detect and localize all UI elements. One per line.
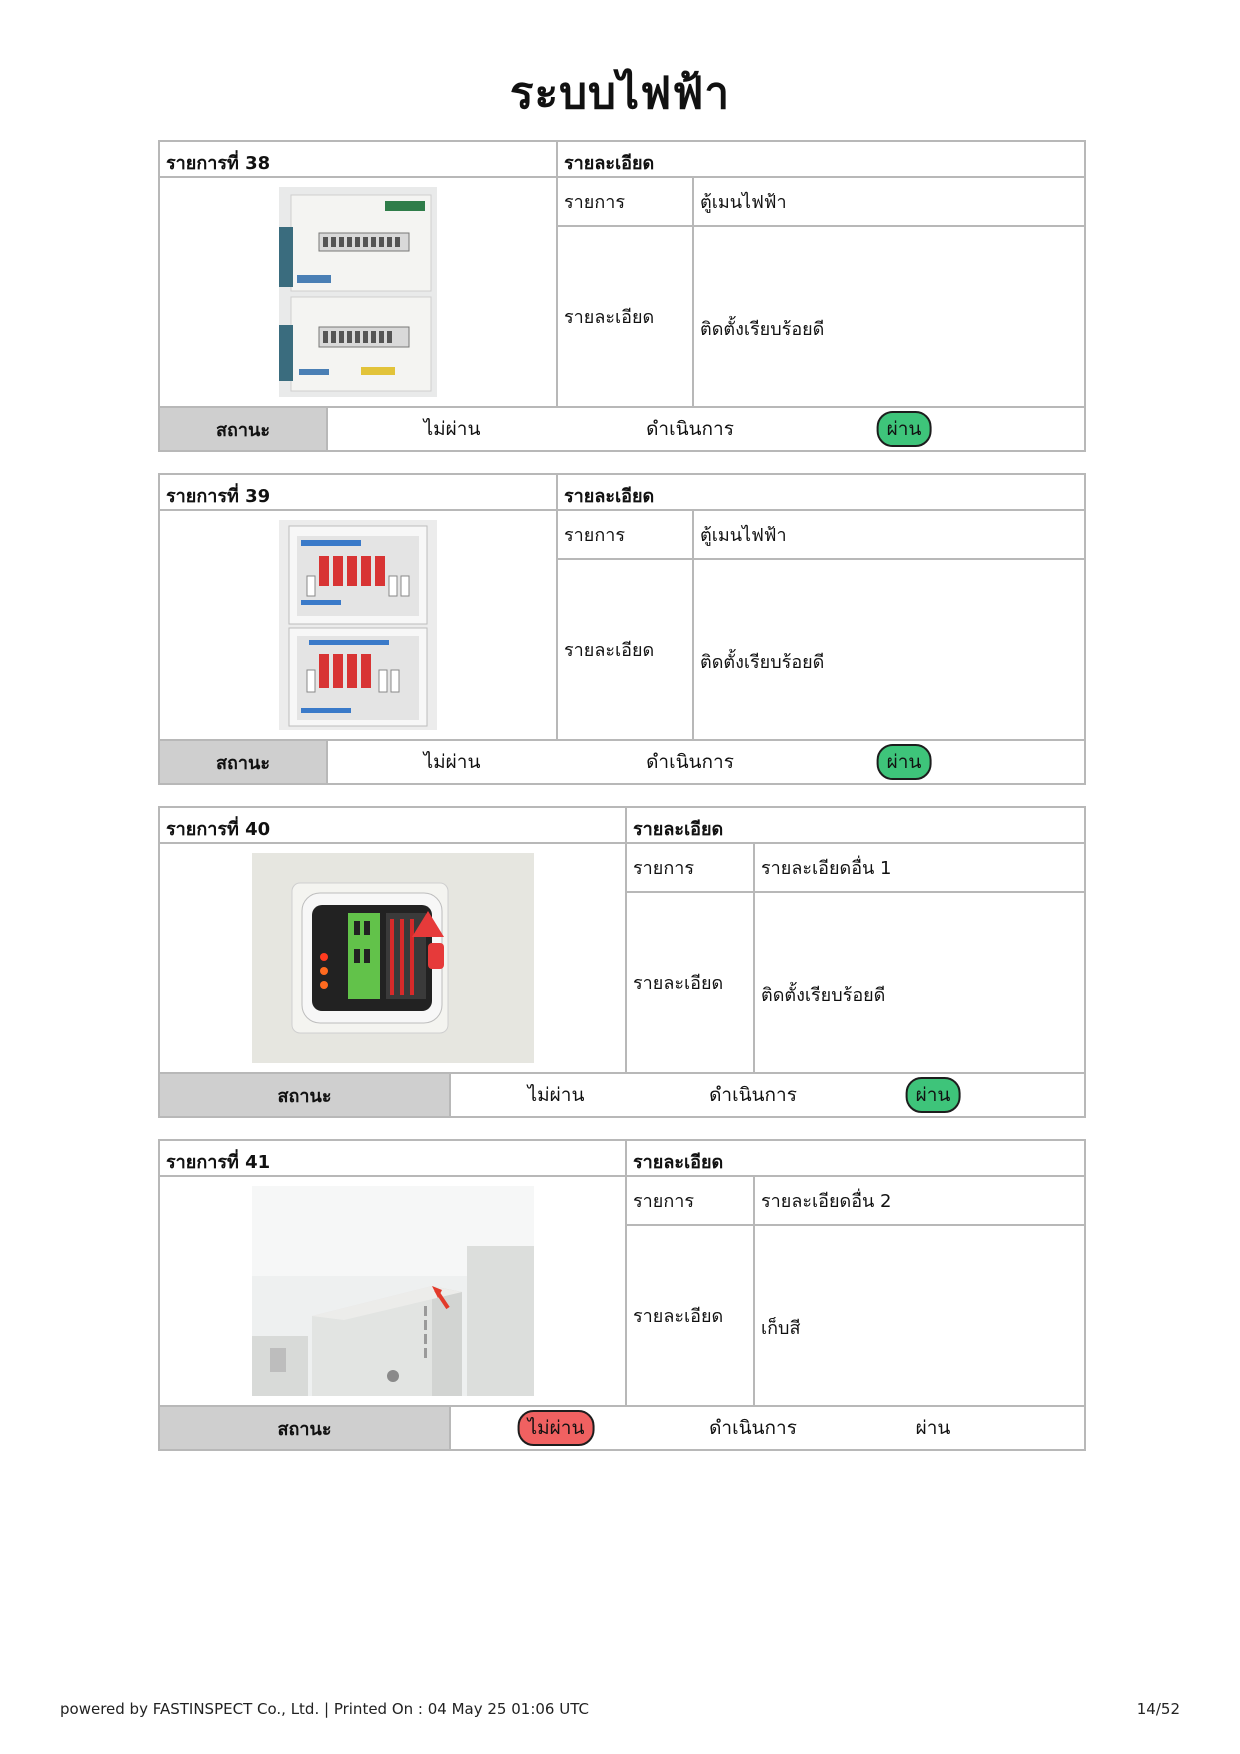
item-header [160,142,1084,178]
detail-value: เก็บสี [761,1318,801,1339]
status-row [160,408,1084,450]
status-label: สถานะ [160,741,328,783]
status-option-fail[interactable]: ไม่ผ่าน [423,418,481,440]
item-value: ตู้เมนไฟฟ้า [700,192,787,213]
status-option-fail-selected[interactable]: ไม่ผ่าน [518,1410,595,1446]
status-option-in-progress[interactable]: ดำเนินการ [709,1084,797,1106]
item-number: รายการที่ 41 [160,1141,627,1175]
detail-label: รายละเอียด [558,227,694,406]
item-photo[interactable] [160,511,558,739]
item-number: รายการที่ 38 [160,142,558,176]
item-label: รายการ [558,511,694,558]
status-option-pass-selected[interactable]: ผ่าน [877,411,932,447]
item-value: รายละเอียดอื่น 1 [761,858,892,879]
item-value: ตู้เมนไฟฟ้า [700,525,787,546]
page-number: 14/52 [1136,1700,1180,1718]
item-number: รายการที่ 40 [160,808,627,842]
status-option-in-progress[interactable]: ดำเนินการ [709,1417,797,1439]
item-header [160,808,1084,844]
status-label: สถานะ [160,1407,451,1449]
item-label: รายการ [627,844,755,891]
item-label: รายการ [627,1177,755,1224]
status-row [160,741,1084,783]
status-option-in-progress[interactable]: ดำเนินการ [646,418,734,440]
item-photo[interactable] [160,178,558,406]
status-option-pass-selected[interactable]: ผ่าน [906,1077,961,1113]
status-option-pass-selected[interactable]: ผ่าน [877,744,932,780]
inspection-item-41 [158,1139,1086,1451]
detail-header: รายละเอียด [633,819,724,840]
footer-printed-info: powered by FASTINSPECT Co., Ltd. | Printed On : 04 May 25 01:06 UTC [60,1700,589,1718]
socket-tester-photo [252,853,534,1063]
item-value: รายละเอียดอื่น 2 [761,1191,892,1212]
item-photo[interactable] [160,1177,627,1405]
detail-value: ติดตั้งเรียบร้อยดี [700,319,825,340]
cabinet-top-photo [252,1186,534,1396]
inspection-item-40 [158,806,1086,1118]
detail-label: รายละเอียด [627,1226,755,1405]
status-row [160,1407,1084,1449]
status-option-pass[interactable]: ผ่าน [915,1417,951,1439]
item-header [160,475,1084,511]
item-photo[interactable] [160,844,627,1072]
detail-header: รายละเอียด [564,153,655,174]
detail-value: ติดตั้งเรียบร้อยดี [700,652,825,673]
inspection-item-38 [158,140,1086,452]
status-option-fail[interactable]: ไม่ผ่าน [423,751,481,773]
item-label: รายการ [558,178,694,225]
page-title: ระบบไฟฟ้า [509,68,731,119]
detail-header: รายละเอียด [564,486,655,507]
inspection-item-39 [158,473,1086,785]
detail-label: รายละเอียด [627,893,755,1072]
status-option-in-progress[interactable]: ดำเนินการ [646,751,734,773]
status-label: สถานะ [160,408,328,450]
detail-label: รายละเอียด [558,560,694,739]
status-option-fail[interactable]: ไม่ผ่าน [527,1084,585,1106]
status-row [160,1074,1084,1116]
detail-header: รายละเอียด [633,1152,724,1173]
item-header [160,1141,1084,1177]
status-label: สถานะ [160,1074,451,1116]
detail-value: ติดตั้งเรียบร้อยดี [761,985,886,1006]
item-number: รายการที่ 39 [160,475,558,509]
open-panel-photo [279,520,437,730]
electrical-panel-photo [279,187,437,397]
